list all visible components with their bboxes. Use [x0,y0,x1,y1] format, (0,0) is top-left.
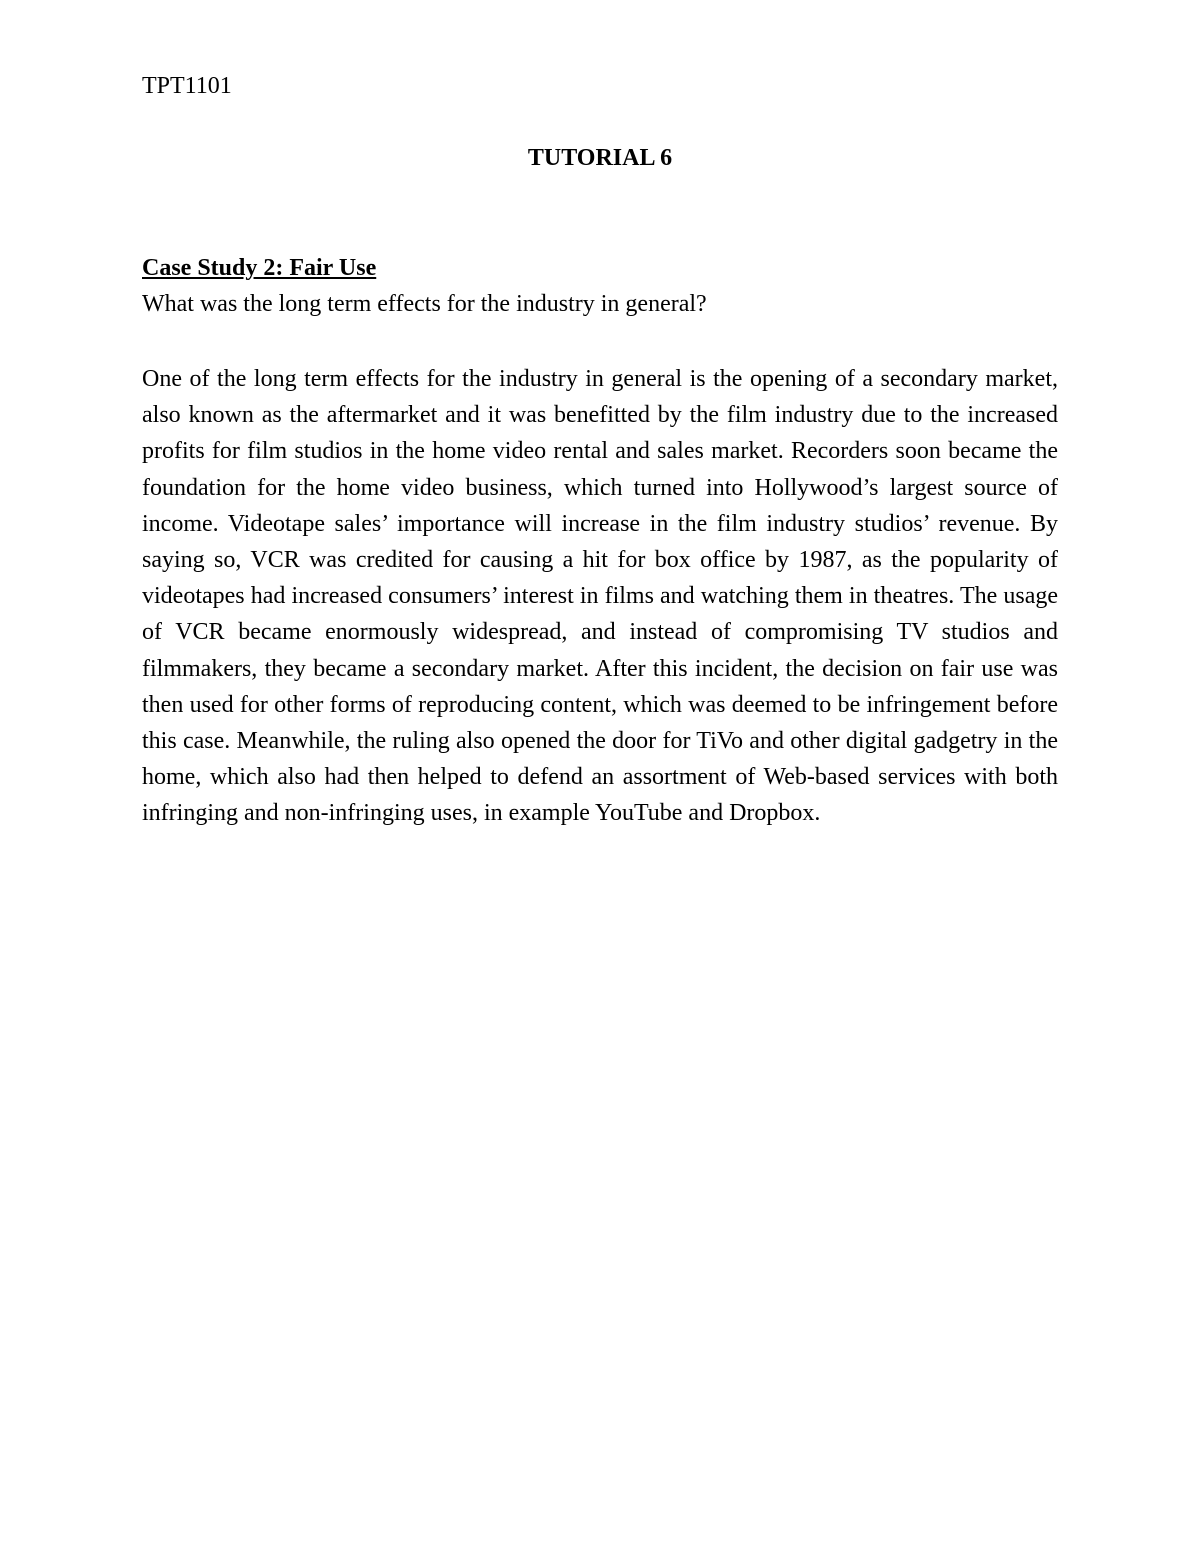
course-code: TPT1101 [142,73,232,99]
case-study-heading: Case Study 2: Fair Use [142,255,377,281]
question-text: What was the long term effects for the industry in general? [142,291,707,317]
document-title: TUTORIAL 6 [527,145,673,171]
answer-paragraph: One of the long term effects for the industry in general is the opening of a secondary market, also known as the aftermarket and it was benefitted by the film industry due to the increased profits for film studios in the home video rental and sales market. Recorders soon became the foundation for the home video business, which turned into Hollywood’s largest source of income. Videotape sales’ importance will increase in the film industry studios’ revenue. By saying so, VCR was credited for causing a hit for box office by 1987, as the popularity of videotapes had increased consumers’ interest in films and watching them in theatres. The usage of VCR became enormously widespread, and instead of compromising TV studios and filmmakers, they became a secondary market. After this incident, the decision on fair use was then used for other forms of reproducing content, which was deemed to be infringement before this case. Meanwhile, the ruling also opened the door for TiVo and other digital gadgetry in the home, which also had then helped to defend an assortment of Web-based services with both infringing and non-infringing uses, in example YouTube and Dropbox. [142,366,1058,827]
